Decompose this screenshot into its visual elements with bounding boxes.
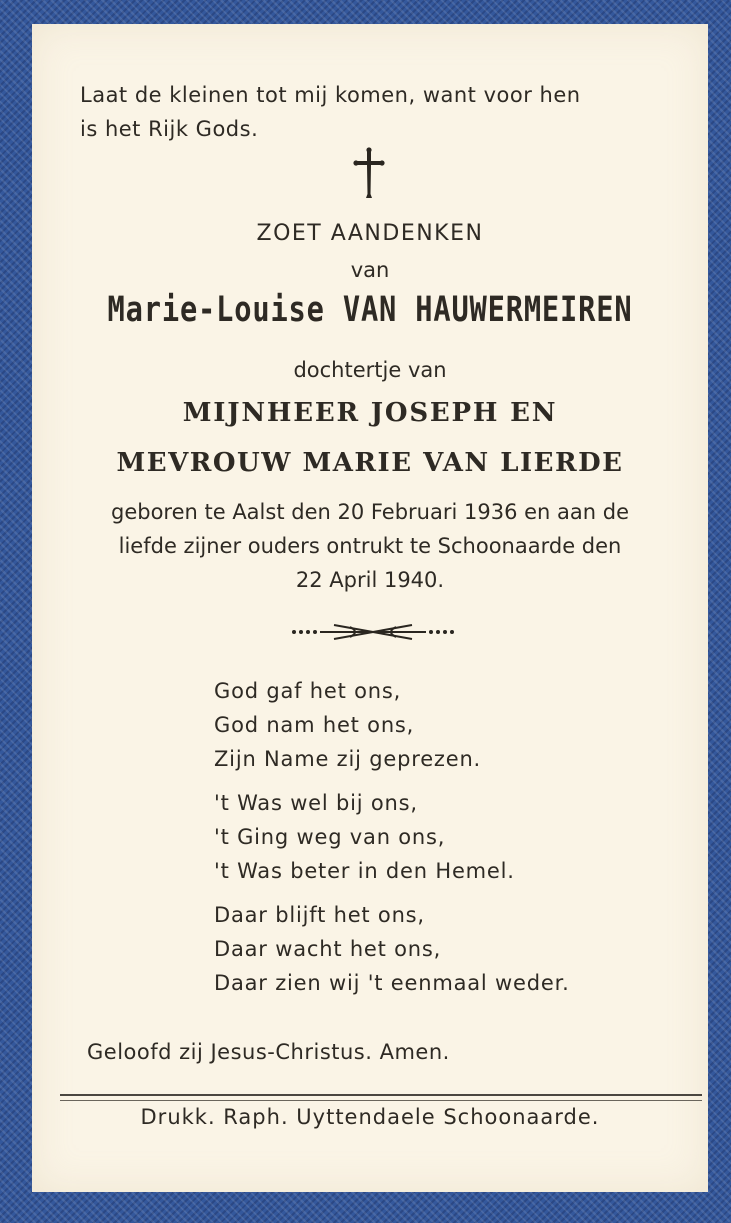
heading: ZOET AANDENKEN xyxy=(256,221,484,246)
divider-rule xyxy=(60,1094,702,1101)
printer-credit: Drukk. Raph. Uyttendaele Schoonaarde. xyxy=(140,1105,600,1129)
bible-verse xyxy=(80,78,581,146)
father-name: MIJNHEER JOSEPH EN xyxy=(182,398,558,428)
van-label: van xyxy=(350,258,390,282)
poem-line: God gaf het ons, xyxy=(214,679,402,703)
poem-line: 't Ging weg van ons, xyxy=(214,825,446,849)
poem-line: Daar zien wij 't eenmaal weder. xyxy=(214,971,570,995)
birth-line-1: geboren te Aalst den 20 Februari 1936 en aan de xyxy=(110,500,630,524)
verse-line-2: is het Rijk Gods. xyxy=(80,117,259,141)
cross-icon xyxy=(349,146,389,202)
poem-line: 't Was beter in den Hemel. xyxy=(214,859,515,883)
birth-line-2: liefde zijner ouders ontrukt te Schoonaarde den xyxy=(118,534,622,558)
scroll-ornament-icon xyxy=(290,622,456,642)
poem-line: Zijn Name zij geprezen. xyxy=(214,747,482,771)
poem-stanza-1 xyxy=(214,674,481,776)
memorial-card xyxy=(32,24,708,1192)
poem-line: 't Was wel bij ons, xyxy=(214,791,418,815)
poem-stanza-3 xyxy=(214,898,570,1000)
mother-name: MEVROUW MARIE VAN LIERDE xyxy=(116,448,624,478)
poem-line: Daar blijft het ons, xyxy=(214,903,425,927)
death-date: 22 April 1940. xyxy=(295,568,445,592)
poem-stanza-2 xyxy=(214,786,515,888)
relation-label: dochtertje van xyxy=(293,358,447,382)
poem-line: God nam het ons, xyxy=(214,713,415,737)
poem-line: Daar wacht het ons, xyxy=(214,937,442,961)
deceased-name: Marie-Louise VAN HAUWERMEIREN xyxy=(107,290,633,330)
verse-line-1: Laat de kleinen tot mij komen, want voor hen xyxy=(80,83,581,107)
closing-prayer: Geloofd zij Jesus-Christus. Amen. xyxy=(87,1040,450,1064)
